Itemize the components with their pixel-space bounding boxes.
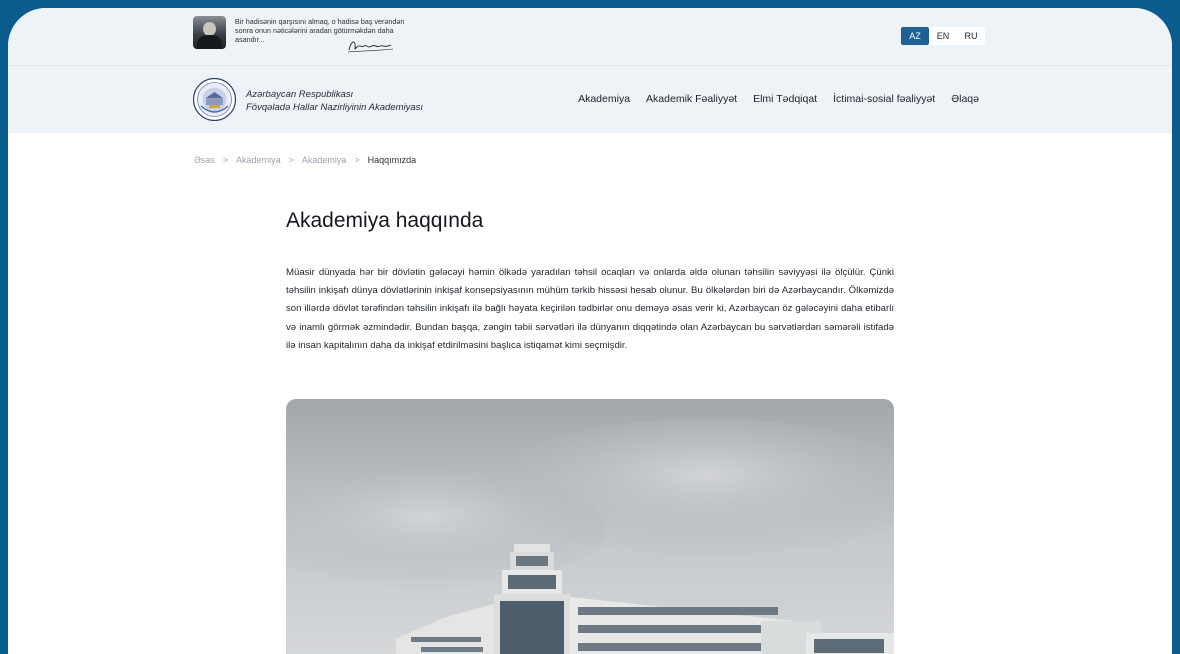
academy-emblem-icon[interactable] [193, 78, 236, 121]
organization-name[interactable] [246, 88, 423, 114]
nav-item-elmi-tedqiqat[interactable]: Elmi Tədqiqat [753, 93, 818, 105]
quote-text: Bir hadisənin qarşısını almaq, o hadisə baş verəndən sonra onun nəticələrini aradan götürməkdən daha asandır... [235, 17, 405, 45]
breadcrumb-item-akademiya[interactable]: Akademiya [236, 155, 281, 165]
top-bar [8, 8, 1172, 66]
chevron-right-icon: > [288, 155, 294, 165]
site-header [8, 66, 1172, 133]
breadcrumb-current: Haqqımızda [367, 155, 417, 165]
nav-item-akademiya[interactable]: Akademiya [578, 93, 631, 105]
intro-paragraph: Müasir dünyada hər bir dövlətin gələcəyi həmin ölkədə yaradılan təhsil ocaqları və onlarda əldə olunan təhsilin səviyyəsi ilə ölçülür. Çünki təhsilin inkişafı dünya dövlətlərinin inkişaf konsepsiyasının mühüm tərkib hissəsi hesab olunur. Bu ölkələrdən biri də Azərbaycandır. Ölkəmizdə son illərdə dövlət tərəfindən təhsilin inkişafı ilə bağlı həyata keçirilən tədbirlər onu deməyə əsas verir ki, Azərbaycan öz gələcəyini daha etibarlı və inamlı görmək əzmindədir. Bundan başqa, zəngin təbii sərvətləri ilə dünyanın diqqətində olan Azərbaycan bu sərvətlərdən səmərəli istifadə ilə insan kapitalının daha da inkişaf etdirilməsini başlıca istiqamət kimi seçmişdir. [286, 267, 894, 351]
breadcrumb [194, 155, 416, 165]
org-name-line1: Azərbaycan Respublikası [246, 89, 354, 100]
breadcrumb-item-home[interactable]: Əsas [194, 155, 215, 165]
breadcrumb-item-akademiya-sub[interactable]: Akademiya [301, 155, 347, 165]
page-title: Akademiya haqqında [286, 209, 484, 232]
nav-item-akademik-fealiyyet[interactable]: Akademik Fəaliyyət [646, 93, 738, 105]
chevron-right-icon: > [354, 155, 360, 165]
academy-building-photo-icon [286, 399, 894, 654]
org-name-line2: Fövqəladə Hallar Nazirliyinin Akademiyası [246, 102, 424, 113]
lang-ru[interactable]: RU [964, 31, 978, 41]
language-switcher [901, 27, 985, 45]
main-nav [578, 93, 979, 105]
nav-item-ictimai-sosial[interactable]: İctimai-sosial fəaliyyət [833, 93, 936, 105]
nav-item-elaqe[interactable]: Əlaqə [951, 93, 979, 105]
chevron-right-icon: > [222, 155, 229, 165]
portrait-photo-icon [193, 16, 226, 49]
signature-icon [345, 38, 395, 54]
lang-en[interactable]: EN [936, 31, 950, 41]
lang-az[interactable]: AZ [901, 27, 929, 45]
browser-frame [8, 8, 1172, 654]
